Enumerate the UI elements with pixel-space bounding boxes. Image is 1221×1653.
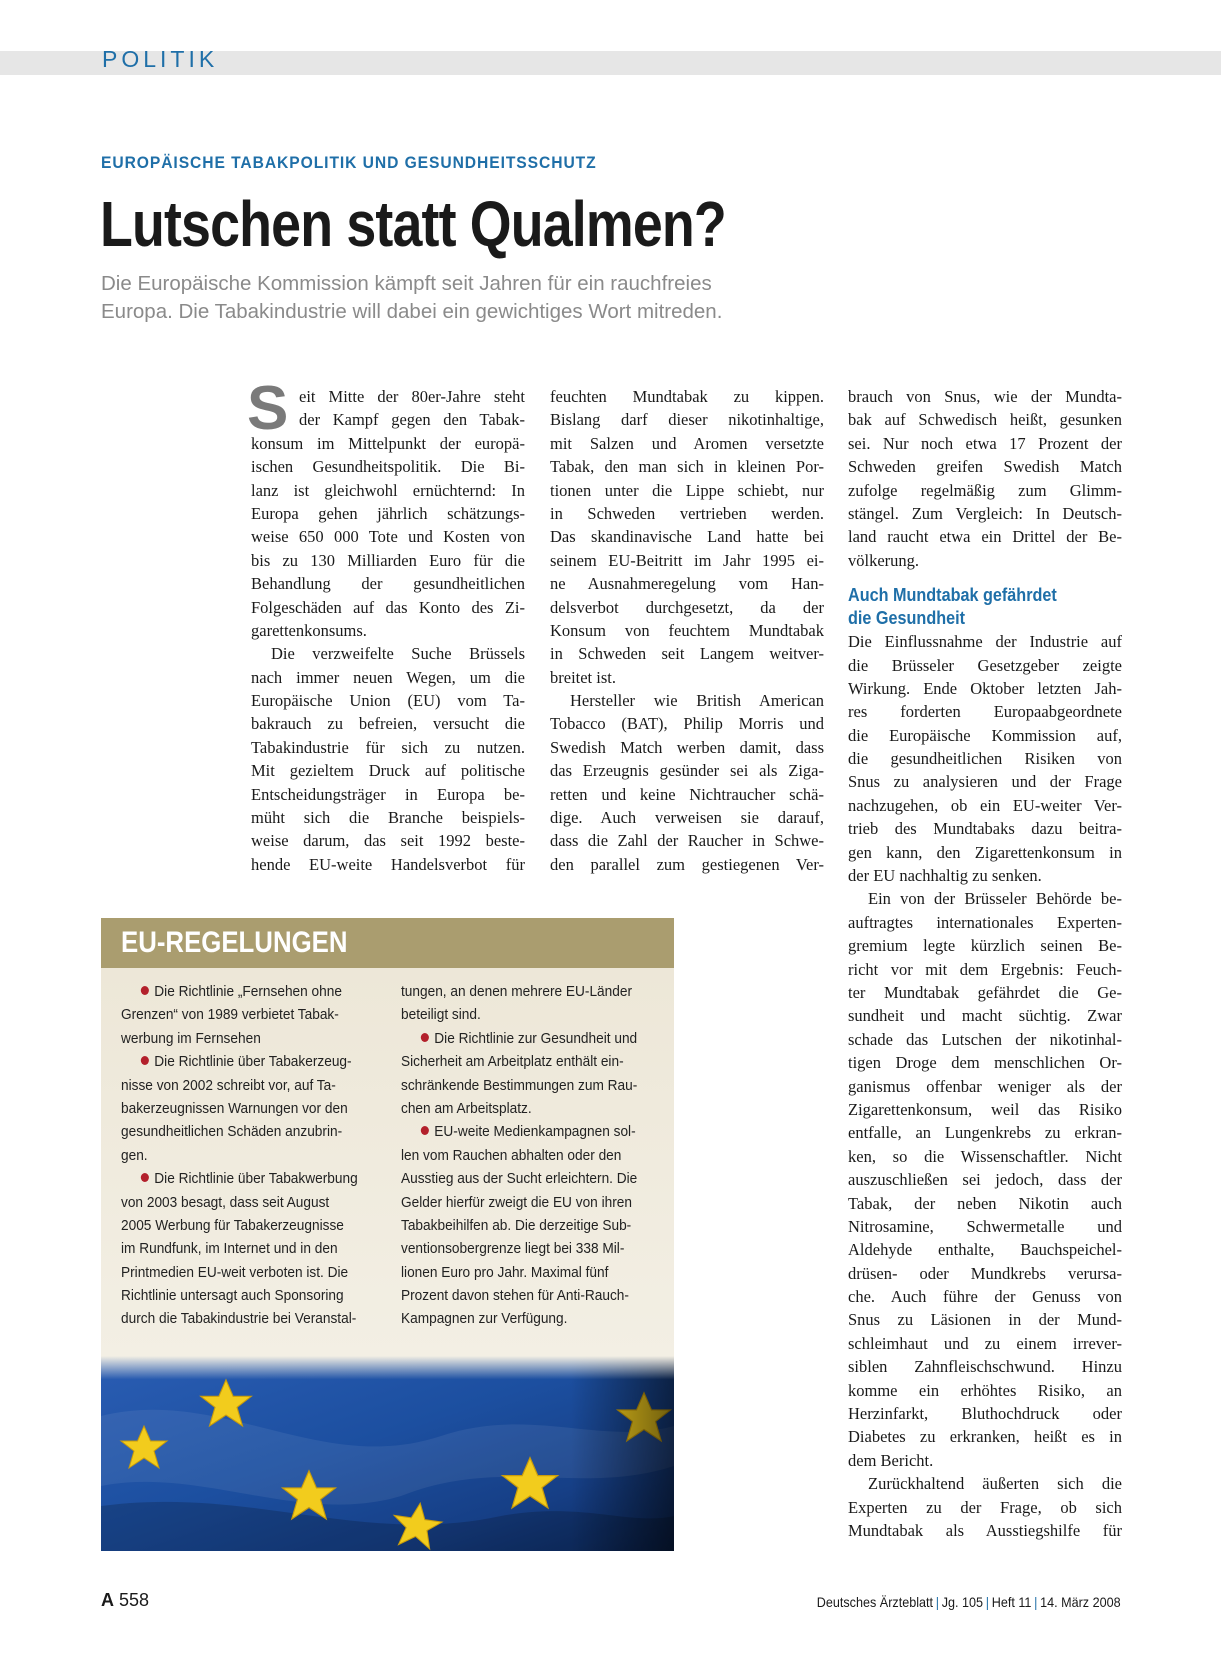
info-line-text: EU-weite Medienkampagnen sol- <box>434 1123 636 1141</box>
info-line <box>121 1191 358 1214</box>
text-line: Konsum von feuchtem Mundtabak <box>550 620 824 640</box>
text-line: tionen unter die Lippe schiebt, nur <box>550 480 824 500</box>
text-line: mit Salzen und Aromen versetzte <box>550 433 824 453</box>
paragraph <box>251 642 525 876</box>
text-line: in Schweden seit Langem weitver- <box>550 644 824 664</box>
teaser-line: Die Europäische Kommission kämpft seit Jahren für ein rauchfreies <box>101 272 712 295</box>
info-line-text: Sicherheit am Arbeitplatz enthält ein- <box>401 1053 624 1071</box>
text-line: Behandlung der gesundheitlichen <box>251 574 525 594</box>
text-line: Nitrosamine, Schwermetalle und <box>848 1216 1122 1236</box>
text-line: che. Auch führe der Genuss von <box>848 1287 1122 1307</box>
info-line <box>121 1074 358 1097</box>
text-line: garettenkonsums. <box>251 620 367 640</box>
subheading: die Gesundheit <box>848 608 966 629</box>
info-box-header <box>101 918 674 968</box>
text-line: delsverbot durchgesetzt, da der <box>550 597 824 617</box>
info-line-text: durch die Tabakindustrie bei Veranstal- <box>121 1310 357 1328</box>
drop-cap: S <box>247 374 289 443</box>
text-line: entfalle, an Lungenkrebs zu erkran- <box>848 1123 1122 1143</box>
info-line <box>121 1167 358 1190</box>
text-line: komme ein erhöhtes Risiko, an <box>848 1380 1122 1400</box>
text-line: ganismus offenbar weniger als der <box>848 1076 1122 1096</box>
info-line <box>121 1284 358 1307</box>
text-line: Europäische Union (EU) vom Ta- <box>251 691 525 711</box>
info-box-column-1 <box>121 980 358 1331</box>
text-line: ter Mundtabak gefährdet die Ge- <box>848 982 1122 1002</box>
text-line: Mit gezieltem Druck auf politische <box>251 761 525 781</box>
info-line <box>401 1027 637 1050</box>
text-line: gen kann, den Zigarettenkonsum in <box>848 842 1122 862</box>
text-line: Tabak, der neben Nikotin auch <box>848 1193 1122 1213</box>
info-line-text: Die Richtlinie über Tabakerzeug- <box>154 1053 352 1071</box>
text-line: brauch von Snus, wie der Mundta- <box>848 387 1122 406</box>
info-line <box>401 1191 637 1214</box>
text-line: hende EU-weite Handelsverbot für <box>251 854 525 874</box>
body-column-2 <box>550 385 824 876</box>
info-line-text: len vom Rauchen abhalten oder den <box>401 1146 622 1164</box>
text-line: ischen Gesundheitspolitik. Die Bi- <box>251 457 525 477</box>
paragraph <box>848 630 1122 887</box>
text-line: Das skandinavische Land hatte bei <box>550 527 824 547</box>
info-line-text: Die Richtlinie „Fernsehen ohne <box>154 983 342 1000</box>
info-box-title: EU-REGELUNGEN <box>121 926 348 959</box>
info-line <box>121 1050 358 1073</box>
info-line-text: Prozent davon stehen für Anti-Rauch- <box>401 1287 629 1305</box>
info-line-text: Die Richtlinie zur Gesundheit und <box>434 1029 638 1047</box>
info-line-text: bakerzeugnissen Warnungen vor den <box>121 1099 348 1117</box>
journal-date: 14. März 2008 <box>1040 1594 1121 1610</box>
paragraph <box>251 432 525 643</box>
text-line: Diabetes zu erkranken, heißt es in <box>848 1427 1122 1447</box>
info-line-text: gesundheitlichen Schäden anzubrin- <box>121 1123 343 1141</box>
body-column-3 <box>848 385 1122 1542</box>
info-line <box>121 1237 358 1260</box>
info-line <box>401 1050 637 1073</box>
info-line-text: von 2003 besagt, dass seit August <box>121 1193 330 1211</box>
info-line <box>401 1120 637 1143</box>
info-line-text: im Rundfunk, im Internet und in den <box>121 1240 338 1258</box>
info-line-text: nisse von 2002 schreibt vor, auf Ta- <box>121 1076 336 1094</box>
text-line: Folgeschäden auf das Konto des Zi- <box>251 597 525 617</box>
text-line: Die verzweifelte Suche Brüssels <box>271 644 525 664</box>
subheading: Auch Mundtabak gefährdet <box>848 585 1057 606</box>
text-line: Swedish Match werben damit, dass <box>550 737 824 757</box>
bullet-icon <box>141 1056 149 1065</box>
info-line <box>401 1307 637 1330</box>
text-line: bakrauch zu befreien, versucht die <box>251 714 525 734</box>
text-line: die gesundheitlichen Risiken von <box>848 749 1122 769</box>
info-line <box>401 1074 637 1097</box>
text-line: Mundtabak als Ausstiegshilfe für <box>848 1520 1122 1540</box>
info-line-text: schränkende Bestimmungen zum Rau- <box>401 1076 638 1094</box>
info-line <box>121 1027 358 1050</box>
text-line: auftragtes internationales Experten- <box>848 912 1122 932</box>
eu-flag-icon <box>101 1356 674 1551</box>
text-line: zufolge regelmäßig zum Glimm- <box>848 480 1122 500</box>
info-line <box>401 1237 637 1260</box>
text-line: stängel. Zum Vergleich: In Deutsch- <box>848 503 1122 523</box>
bullet-icon <box>141 986 149 995</box>
info-line <box>401 980 637 1003</box>
info-box-column-2 <box>401 980 637 1331</box>
text-line: Zigarettenkonsum, weil das Risiko <box>848 1099 1122 1119</box>
page-number <box>101 1590 149 1611</box>
text-line: Bislang darf dieser nikotinhaltige, <box>550 410 824 430</box>
info-line-text: Kampagnen zur Verfügung. <box>401 1310 568 1328</box>
text-line: auszuschließen sei jedoch, dass der <box>848 1170 1122 1190</box>
text-line: dem Bericht. <box>848 1450 934 1470</box>
info-line-text: werbung im Fernsehen <box>121 1029 261 1047</box>
text-line: Snus zu analysieren und der Frage <box>848 772 1122 792</box>
info-line <box>121 1261 358 1284</box>
info-line-text: Ausstieg aus der Sucht erleichtern. Die <box>401 1170 638 1188</box>
info-line <box>401 1097 637 1120</box>
text-line: eit Mitte der 80er-Jahre steht <box>299 387 525 406</box>
text-line: bak auf Schwedisch heißt, gesunken <box>848 410 1122 430</box>
text-line: breitet ist. <box>550 667 616 687</box>
info-line-text: ventionsobergrenze liegt bei 338 Mil- <box>401 1240 625 1258</box>
text-line: der Kampf gegen den Tabak- <box>299 410 525 430</box>
journal-volume: Jg. 105 <box>942 1594 984 1610</box>
bullet-icon <box>421 1126 429 1135</box>
info-line-text: tungen, an denen mehrere EU-Länder <box>401 983 633 1000</box>
text-line: sei. Nur noch etwa 17 Prozent der <box>848 433 1122 453</box>
text-line: Wirkung. Ende Oktober letzten Jah- <box>848 678 1122 698</box>
text-line: gremium legte kürzlich seinen Be- <box>848 936 1122 956</box>
info-box <box>101 918 674 1551</box>
paragraph <box>848 1472 1122 1542</box>
text-line: die Brüsseler Gesetzgeber zeigte <box>848 655 1122 675</box>
text-line: dige. Auch verweisen sie darauf, <box>550 808 824 828</box>
text-line: Europa gehen jährlich schätzungs- <box>251 503 525 523</box>
text-line: den parallel zum gestiegenen Ver- <box>550 854 824 874</box>
text-line: bis zu 130 Milliarden Euro für die <box>251 550 525 570</box>
text-line: Schweden greifen Swedish Match <box>848 457 1122 477</box>
footer-citation: Deutsches Ärzteblatt | Jg. 105 | Heft 11 | 14. März 2008 <box>817 1594 1121 1610</box>
text-line: Ein von der Brüsseler Behörde be- <box>868 889 1122 909</box>
text-line: Snus zu Läsionen in der Mund- <box>848 1310 1122 1330</box>
text-line: Tabakindustrie für sich zu nutzen. <box>251 737 525 757</box>
info-line-text: chen am Arbeitsplatz. <box>401 1099 532 1117</box>
text-line: siblen Zahnfleischschwund. Hinzu <box>848 1357 1122 1377</box>
text-line: lanz ist gleichwohl ernüchternd: In <box>251 480 525 500</box>
info-line <box>401 1284 637 1307</box>
text-line: die Europäische Kommission auf, <box>848 725 1122 745</box>
article-kicker: EUROPÄISCHE TABAKPOLITIK UND GESUNDHEITSSCHUTZ <box>101 153 597 172</box>
bullet-icon <box>141 1173 149 1182</box>
text-line: sundheit und macht süchtig. Zwar <box>848 1006 1122 1026</box>
text-line: konsum im Mittelpunkt der europä- <box>251 433 525 453</box>
text-line: Aldehyde enthalte, Bauchspeichel- <box>848 1240 1122 1260</box>
info-line <box>121 1307 358 1330</box>
text-line: ne Ausnahmeregelung vom Han- <box>550 574 824 594</box>
journal-name: Deutsches Ärzteblatt <box>817 1594 934 1610</box>
text-line: ken, so die Wissenschaftler. Nicht <box>848 1146 1122 1166</box>
info-line-text: Die Richtlinie über Tabakwerbung <box>154 1170 358 1188</box>
body-column-1 <box>251 385 525 876</box>
paragraph <box>251 385 525 432</box>
text-line: in Schweden vertrieben werden. <box>550 503 824 523</box>
text-line: nachzugehen, ob ein EU-weiter Ver- <box>848 795 1122 815</box>
info-line <box>401 1261 637 1284</box>
info-line-text: Richtlinie untersagt auch Sponsoring <box>121 1287 344 1305</box>
info-line-text: Grenzen“ von 1989 verbietet Tabak- <box>121 1006 339 1024</box>
info-line <box>121 1003 358 1026</box>
info-line <box>121 980 358 1003</box>
text-line: völkerung. <box>848 550 920 570</box>
info-line <box>121 1097 358 1120</box>
text-line: retten und keine Nichtraucher schä- <box>550 784 824 804</box>
info-line-text: beteiligt sind. <box>401 1006 481 1024</box>
text-line: schade das Lutschen der nikotinhal- <box>848 1029 1122 1049</box>
text-line: schleimhaut und zu einem irrever- <box>848 1333 1122 1353</box>
paragraph <box>550 385 824 689</box>
info-line-text: lionen Euro pro Jahr. Maximal fünf <box>401 1263 609 1281</box>
text-line: res forderten Europaabgeordnete <box>848 702 1122 722</box>
text-line: Hersteller wie British American <box>570 691 824 711</box>
journal-issue: Heft 11 <box>992 1594 1032 1610</box>
text-line: drüsen- oder Mundkrebs verursa- <box>848 1263 1122 1283</box>
info-line-text: gen. <box>121 1146 148 1164</box>
text-line: Herzinfarkt, Bluthochdruck oder <box>848 1404 1122 1424</box>
info-line-text: 2005 Werbung für Tabakerzeugnisse <box>121 1216 344 1234</box>
text-line: richt vor mit dem Ergebnis: Feuch- <box>848 959 1122 979</box>
text-line: müht sich die Branche beispiels- <box>251 808 525 828</box>
paragraph <box>848 887 1122 1472</box>
text-line: trieb des Mundtabaks dazu beitra- <box>848 819 1122 839</box>
text-line: der EU nachhaltig zu senken. <box>848 866 1042 886</box>
info-line-text: Printmedien EU-weit verboten ist. Die <box>121 1263 349 1281</box>
text-line: weise darum, das seit 1992 beste- <box>251 831 525 851</box>
teaser-line: Europa. Die Tabakindustrie will dabei ein gewichtiges Wort mitreden. <box>101 300 723 323</box>
info-line <box>121 1214 358 1237</box>
text-line: land raucht etwa ein Drittel der Be- <box>848 527 1122 547</box>
info-line <box>401 1144 637 1167</box>
paragraph <box>848 385 1122 572</box>
text-line: nach immer neuen Wegen, um die <box>251 667 525 687</box>
info-line <box>401 1003 637 1026</box>
text-line: Die Einflussnahme der Industrie auf <box>848 632 1122 652</box>
info-line <box>401 1214 637 1237</box>
text-line: feuchten Mundtabak zu kippen. <box>550 387 824 406</box>
info-line <box>401 1167 637 1190</box>
text-line: weise 650 000 Tote und Kosten von <box>251 527 525 547</box>
page-number-value: 558 <box>119 1590 150 1610</box>
info-line-text: Gelder hierfür zweigt die EU von ihren <box>401 1193 632 1211</box>
article-headline: Lutschen statt Qualmen? <box>100 188 726 260</box>
text-line: Zurückhaltend äußerten sich die <box>868 1474 1122 1494</box>
text-line: Entscheidungsträger in Europa be- <box>251 784 525 804</box>
article-teaser <box>101 270 861 326</box>
eu-flag-image <box>101 1356 674 1551</box>
text-line: das Erzeugnis gesünder sei als Ziga- <box>550 761 824 781</box>
info-line <box>121 1144 358 1167</box>
section-label: POLITIK <box>102 46 219 72</box>
bullet-icon <box>421 1033 429 1042</box>
text-line: Tobacco (BAT), Philip Morris und <box>550 714 824 734</box>
text-line: seinem EU-Beitritt im Jahr 1995 ei- <box>550 550 824 570</box>
text-line: Tabak, den man sich in kleinen Por- <box>550 457 824 477</box>
page-prefix: A <box>101 1590 114 1610</box>
info-line <box>121 1120 358 1143</box>
info-line-text: Tabakbeihilfen ab. Die derzeitige Sub- <box>401 1216 632 1234</box>
paragraph <box>550 689 824 876</box>
text-line: tigen Droge dem menschlichen Or- <box>848 1053 1122 1073</box>
text-line: dass die Zahl der Raucher in Schwe- <box>550 831 824 851</box>
text-line: Experten zu der Frage, ob sich <box>848 1497 1122 1517</box>
